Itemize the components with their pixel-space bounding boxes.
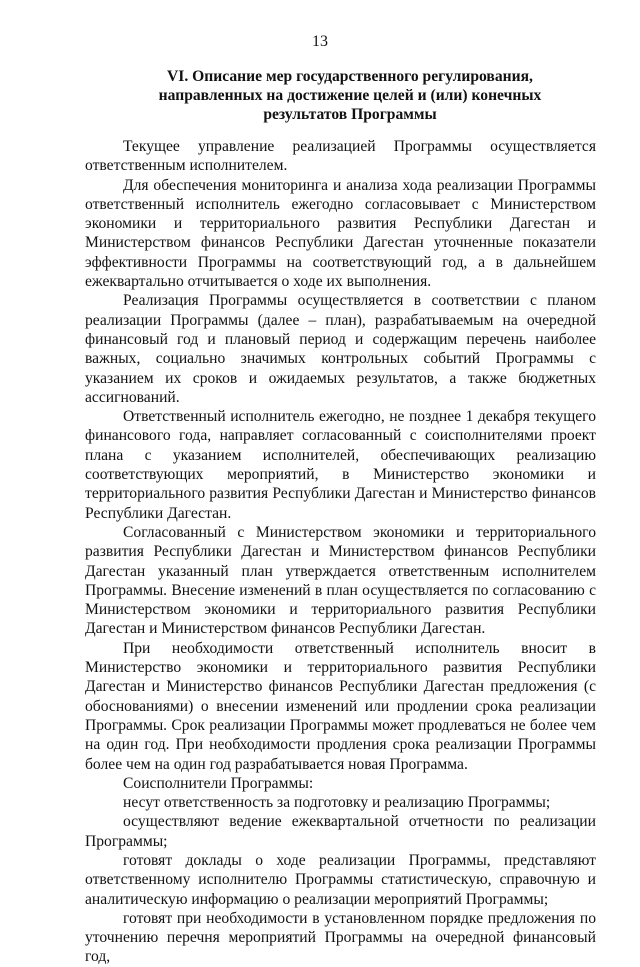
- section-heading: VI. Описание мер государственного регулирования, направленных на достижение целей и (или) конечных результатов Программы: [158, 68, 542, 123]
- paragraph-plan-approval: Согласованный с Министерством экономики и территориального развития Республики Дагестан и Министерством финансов Республики Дагестан указанный план утверждается ответственным исполнителем Программы. Внесение изменений в план осуществляется по согласованию с Министерством экономики и территориального развития Республики Дагестан и Министерством финансов Республики Дагестан.: [85, 523, 596, 638]
- list-item-responsibility: несут ответственность за подготовку и реализацию Программы;: [123, 794, 551, 812]
- page-number: 13: [312, 33, 328, 50]
- list-item-proposals: готовят при необходимости в установленном порядке предложения по уточнению перечня мероприятий Программы на очередной финансовый год,: [85, 909, 596, 966]
- paragraph-program-extension: При необходимости ответственный исполнитель вносит в Министерство экономики и территориального развития Республики Дагестан и Министерство финансов Республики Дагестан предложения (с обоснованиями) о внесении изменений или продлении срока реализации Программы. Срок реализации Программы может продлеваться не более чем на один год. При необходимости продления срока реализации Программы более чем на один год разрабатывается новая Программа.: [85, 639, 596, 773]
- paragraph-monitoring: Для обеспечения мониторинга и анализа хода реализации Программы ответственный исполнитель ежегодно согласовывает с Министерством экономики и территориального развития Республики Дагестан и Министерством финансов Республики Дагестан уточненные показатели эффективности Программы на соответствующий год, а в дальнейшем ежеквартально отчитывается о ходе их выполнения.: [85, 176, 596, 291]
- paragraph-co-executors-intro: Соисполнители Программы:: [123, 774, 314, 792]
- paragraph-annual-plan-submission: Ответственный исполнитель ежегодно, не позднее 1 декабря текущего финансового года, направляет согласованный с соисполнителями проект плана с указанием исполнителей, обеспечивающих реализацию соответствующих мероприятий, в Министерство экономики и территориального развития Республики Дагестан и Министерство финансов Республики Дагестан.: [85, 408, 596, 522]
- paragraph-current-management: Текущее управление реализацией Программы осуществляется ответственным исполнителем.: [85, 138, 596, 175]
- paragraph-implementation-plan: Реализация Программы осуществляется в соответствии с планом реализации Программы (далее – план), разрабатываемым на очередной финансовый год и плановый период и содержащим перечень наиболее важных, социально значимых контрольных событий Программы с указанием их сроков и ожидаемых результатов, а также бюджетных ассигнований.: [85, 292, 596, 406]
- list-item-reporting: осуществляют ведение ежеквартальной отчетности по реализации Программы;: [85, 813, 596, 850]
- list-item-reports: готовят доклады о ходе реализации Программы, представляют ответственному исполнителю Программы статистическую, справочную и аналитическую информацию о реализации мероприятий Программы;: [85, 851, 596, 908]
- body-text: [85, 137, 596, 967]
